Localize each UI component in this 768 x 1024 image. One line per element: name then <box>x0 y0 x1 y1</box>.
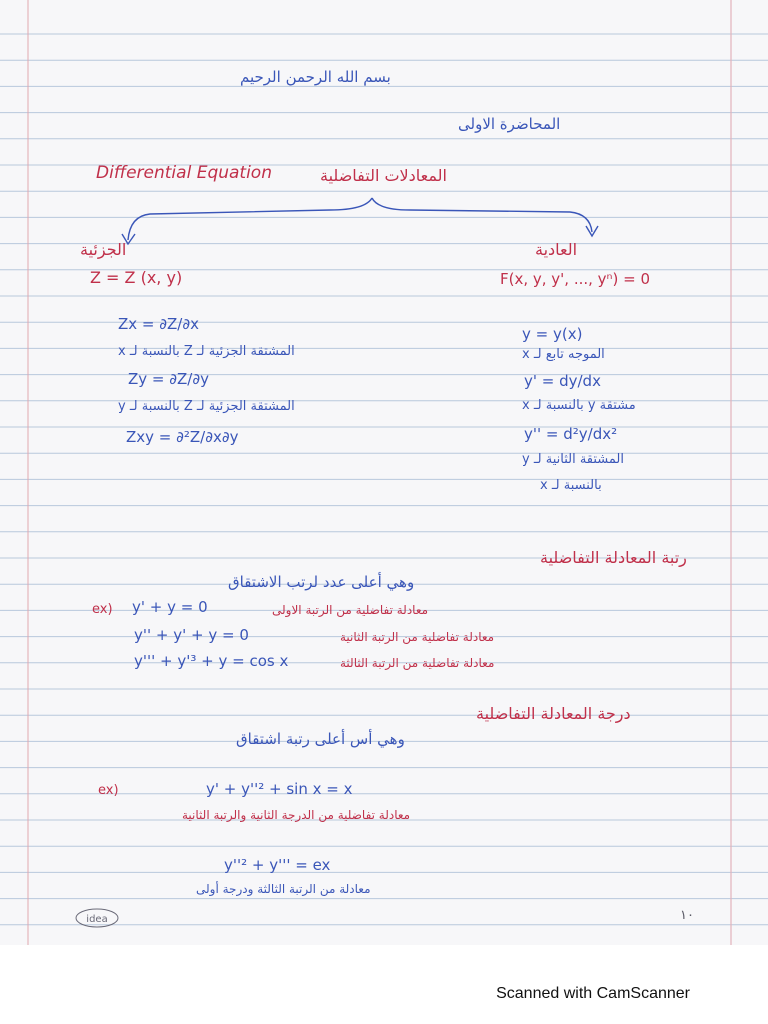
basmala: بسم الله الرحمن الرحيم <box>240 68 391 86</box>
zy-formula: Zy = ∂Z/∂y <box>128 370 209 388</box>
y-note: الموجه تابع لـ x <box>522 347 605 362</box>
y1-note: مشتقة y بالنسبة لـ x <box>522 398 636 413</box>
partial-form: Z = Z (x, y) <box>90 268 183 287</box>
degree-ex-label: ex) <box>98 783 119 798</box>
degree-ex1-note: معادلة تفاضلية من الدرجة الثانية والرتبة الثانية <box>182 808 411 822</box>
order-ex-label: ex) <box>92 602 113 617</box>
order-desc: وهي أعلى عدد لرتب الاشتقاق <box>228 573 415 591</box>
ordinary-title: العادية <box>535 240 578 259</box>
y2-note: المشتقة الثانية لـ y <box>522 452 624 467</box>
ordinary-form: F(x, y, y', ..., yⁿ) = 0 <box>500 270 651 288</box>
lecture-title: المحاضرة الاولى <box>458 115 561 133</box>
y-formula: y = y(x) <box>522 325 583 343</box>
zxy-formula: Zxy = ∂²Z/∂x∂y <box>126 428 239 446</box>
page-number: ١٠ <box>680 908 694 923</box>
idea-logo <box>74 904 120 930</box>
partial-title: الجزئية <box>80 240 127 259</box>
degree-desc: وهي أس أعلى رتبة اشتقاق <box>236 730 405 748</box>
logo-text: idea <box>86 914 108 925</box>
degree-ex1: y' + y''² + sin x = x <box>206 780 353 798</box>
y2-note-2: بالنسبة لـ x <box>540 478 602 493</box>
order-ex3-note: معادلة تفاضلية من الرتبة الثالثة <box>340 656 495 670</box>
zy-note: المشتقة الجزئية لـ Z بالنسبة لـ y <box>118 399 295 414</box>
degree-title: درجة المعادلة التفاضلية <box>476 704 631 723</box>
heading-arabic: المعادلات التفاضلية <box>320 166 447 185</box>
zx-formula: Zx = ∂Z/∂x <box>118 315 199 333</box>
order-ex2: y'' + y' + y = 0 <box>134 626 249 644</box>
scanner-footer: Scanned with CamScanner <box>496 985 690 1002</box>
degree-ex2-note: معادلة من الرتبة الثالثة ودرجة أولى <box>196 882 371 896</box>
heading-english: Differential Equation <box>96 163 272 183</box>
order-ex1: y' + y = 0 <box>132 598 208 616</box>
y2-formula: y'' = d²y/dx² <box>524 425 618 443</box>
zx-note: المشتقة الجزئية لـ Z بالنسبة لـ x <box>118 344 295 359</box>
order-title: رتبة المعادلة التفاضلية <box>540 548 687 567</box>
degree-ex2: y''² + y''' = ex <box>224 856 331 874</box>
order-ex3: y''' + y'³ + y = cos x <box>134 652 289 670</box>
order-ex2-note: معادلة تفاضلية من الرتبة الثانية <box>340 630 495 644</box>
order-ex1-note: معادلة تفاضلية من الرتبة الاولى <box>272 603 429 617</box>
y1-formula: y' = dy/dx <box>524 372 601 390</box>
